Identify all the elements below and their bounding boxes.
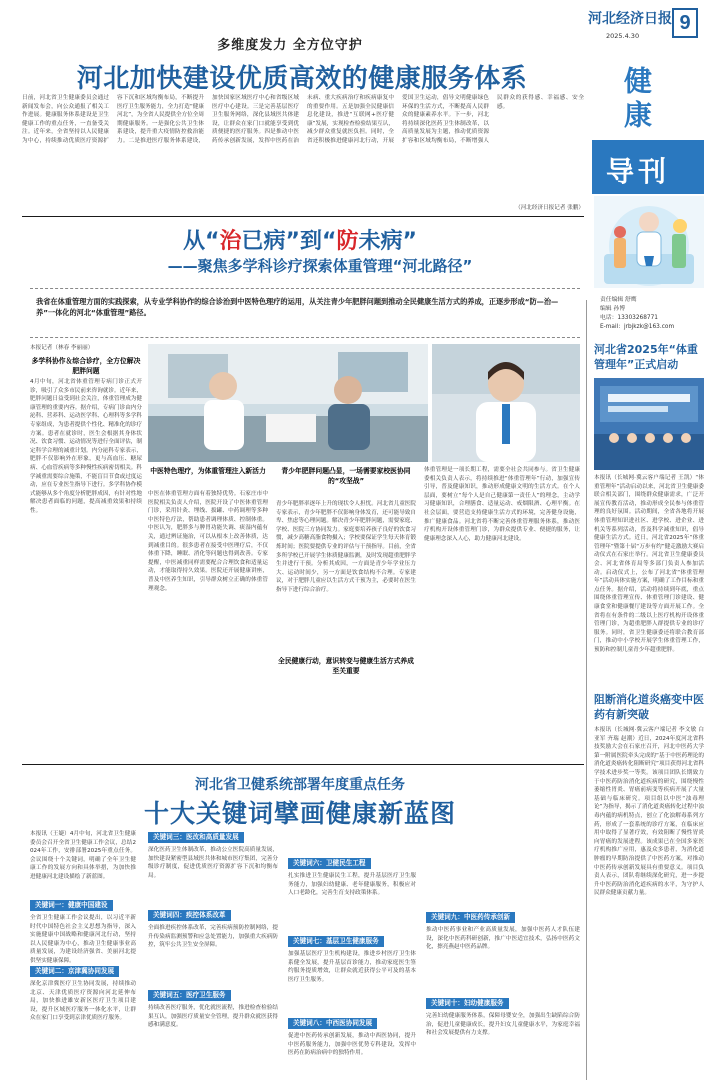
contact-phone: 电话：13303268771	[600, 315, 658, 321]
keyword-1: 关键词一：健康中国建设	[30, 900, 113, 911]
keyword-9: 关键词九：中医药传承创新	[426, 912, 515, 923]
article2-subhead-2: 中医特色理疗，为体重管理注入新活力	[150, 467, 266, 475]
keyword-9-body: 推动中医药事业和产业高质量发展，加强中医药人才队伍建设，深化中医药科研创新，推广中医适宜技术，弘扬中医药文化，擦亮燕赵中医药品牌。	[426, 927, 580, 951]
divider-middle	[22, 764, 584, 765]
keyword-4: 关键词四：疾控体系改革	[148, 910, 231, 921]
editor-role: 责任编辑	[600, 297, 624, 303]
section-title: 健康	[620, 66, 653, 134]
article2-col4: 体重管理是一项长期工程，需要全社会共同参与。省卫生健康委相关负责人表示，将持续推进“体重管理年”行动，加强宣传引导，普及健康知识，推动形成健康文明的生活方式。在个人层面，要树立“每个人是自己健康第一责任人”的理念，主动学习健康知识，合理膳食、适量运动、戒烟限酒、心理平衡。在社会层面，要营造支持健康生活方式的环境，完善健身设施，推广健康食品。河北省将不断完善体重管理服务体系，推动医疗机构开设体重管理门诊，为群众提供专业、便捷的服务，让健康理念深入人心，助力健康河北建设。	[424, 467, 580, 542]
guide-label: 导刊	[606, 155, 671, 188]
doctor-portrait-photo	[432, 344, 580, 462]
keyword-6: 关键词六：卫健民生工程	[288, 858, 371, 869]
editor-name: 舒鹰	[625, 297, 637, 303]
keyword-5: 关键词五：医疗卫生服务	[148, 990, 231, 1001]
kicker-part3: 未病”	[358, 229, 417, 254]
kicker-part1: 从“	[183, 229, 220, 254]
article1-kicker: 多维度发力 全方位守护	[217, 38, 363, 53]
article2-subhead-3: 青少年肥胖问题凸显，一场需要家校医协同的“攻坚战”	[281, 467, 411, 485]
article2-col2: 中医在体重管理方面有着独特优势。石家庄市中医院相关负责人介绍，医院开设了中医体重管理门诊，采用针灸、埋线、拔罐、中药调理等多种中医特色疗法，帮助患者调理体质、控制体重。中医认为，肥胖多与脾胃功能失调、痰湿内蕴有关，通过辨证施治，可以从根本上改善体质，达到减重目的。很多患者在接受中医理疗后，不仅体重下降，睡眠、消化等问题也得到改善。专家提醒，中医减重同样需要配合合理饮食和适量运动，才能取得持久效果。医院还开展健康讲座，普及中医养生知识，引导群众树立正确的体重管理观念。	[148, 491, 268, 592]
keyword-10: 关键词十：妇幼健康服务	[426, 998, 509, 1009]
editor2-role: 编辑	[600, 306, 612, 312]
article1-headline: 河北加快建设优质高效的健康服务体系	[76, 64, 528, 94]
article2-subtitle: ——聚焦多学科诊疗探索体重管理“河北路径”	[167, 257, 473, 275]
keyword-4-body: 全面推进疾控体系改革，完善疾病预防控制网络，提升传染病监测预警和应急处置能力，加强重大疾病防控，筑牢公共卫生安全屏障。	[148, 925, 278, 949]
editor2-name: 孙博	[613, 306, 626, 312]
article2-subhead-1: 多学科协作＆综合诊疗，全方位解决肥胖问题	[31, 357, 141, 375]
article4-headline: 阻断消化道炎癌变中医药有新突破	[594, 693, 704, 721]
keyword-5-body: 持续改善医疗服务，优化就医流程，推进检查检验结果互认，加强医疗质量安全管理，提升群众就医获得感和满意度。	[148, 1005, 278, 1029]
article3-headline: 河北省2025年“体重管理年”正式启动	[594, 343, 698, 371]
article1-body: 日前，河北省卫生健康委员会通过新闻发布会，向公众通报了相关工作进展。健康服务体系建设是卫生健康工作的重点任务，一直备受关注。近年来，全省坚持以人民健康为中心，持续推动优质医疗资源扩容下沉和区域均衡布局，不断提升医疗卫生服务能力，全力打造“健康河北”，为全省人民提供全方位全周期健康服务。一是强化公共卫生体系建设，提升重大疫情防控救治能力。二是推进医疗服务体系建设，加快国家区域医疗中心和省级区域医疗中心建设。三是完善基层医疗卫生服务网络，深化县域医共体建设，让群众在家门口就能享受到优质便捷的医疗服务。四是推动中医药传承创新发展，发挥中医药在治未病、重大疾病治疗和疾病康复中的重要作用。五是加强全民健康信息化建设，推进“互联网+医疗健康”发展，实现检查检验结果互认，减少群众重复就医负担。同时，全省还积极推进健康河北行动，开展爱国卫生运动，倡导文明健康绿色环保的生活方式，不断提高人民群众的健康素养水平。下一步，河北将持续深化医药卫生体制改革，以高质量发展为主题，推动优质资源扩容和区域均衡布局，不断增强人民群众的获得感、幸福感、安全感。	[22, 95, 584, 144]
article2-col1: 4月中旬，河北省体重管理专病门诊正式开诊，吸引了众多市民前来咨询就诊。近年来，肥胖问题日益受到社会关注，体重管理成为健康管理的重要内容。据介绍，专病门诊由内分泌科、营养科、运动医学科、心理科等多学科专家组成，为患者提供个性化、精准化的诊疗方案。患者在就诊时，医生会根据其身体状况、饮食习惯、运动情况等进行全面评估，制定科学合理的减重计划。内分泌科专家表示，肥胖不仅影响外在形象，更与高血压、糖尿病、心血管疾病等多种慢性疾病密切相关。科学减重需要综合施策，不能盲目节食或过度运动，应在专业医生指导下进行。多学科协作模式能够从多个角度分析肥胖成因，有针对性地解决患者面临的问题，提高减重效果和持续性。	[30, 379, 142, 514]
article2-kicker	[80, 224, 520, 255]
doctor-consult-photo	[148, 344, 428, 462]
page-number-box	[672, 8, 698, 38]
keyword-8: 关键词八：中西医协同发展	[288, 1018, 377, 1029]
paper-name: 河北经济日报	[588, 12, 672, 27]
article5-lead: 本报讯（王婕）4月中旬，河北省卫生健康委员会召开全省卫生健康工作会议，总结2024年工作，安排部署2025年重点任务。会议围绕十个关键词，明确了全年卫生健康工作的发展方向和具体举措，为加快推进健康河北建设描绘了新蓝图。	[30, 831, 136, 880]
kicker-red1: 治	[219, 229, 242, 254]
article3-body: 本报讯（长城网·冀云客户端记者 王凯）“体重管理年”活动启动以来，河北省卫生健康委联合相关部门，围绕群众健康需求，广泛开展宣传教育活动，推动形成全民参与体重管理的良好氛围。活动期间，全省各地将开展体重管理知识进社区、进学校、进企业、进机关等系列活动，普及科学减重知识，倡导健康生活方式。近日，河北省2025年“体重管理年”暨第十届“万步有约”健走激励大赛启动仪式在石家庄举行。河北省卫生健康委员会、河北省体育局等多部门负责人参加活动。启动仪式上，公布了河北省“体重管理年”活动具体实施方案，明确了工作目标和重点任务。据介绍，活动将持续到年底，重点围绕体重管理宣传、体重管理门诊建设、健康食堂和健康餐厅建设等方面开展工作。全省将在有条件的二级以上医疗机构开设体重管理门诊，为超重肥胖人群提供专业的诊疗服务。同时，省卫生健康委还将联合教育部门，推动中小学校开展学生体重管理工作，预防和控制儿童青少年超重肥胖。	[594, 475, 704, 653]
keyword-8-body: 促进中医药传承创新发展，推动中西医协同，提升中医药服务能力，加强中医优势专科建设，发挥中医药在防病治病中的独特作用。	[288, 1033, 416, 1057]
issue-date: 2025.4.30	[606, 32, 640, 40]
article1-byline: （河北经济日报记者 张鹏）	[515, 205, 584, 211]
article2-col3: 青少年肥胖率逐年上升的现状令人担忧。河北省儿童医院专家表示，青少年肥胖不仅影响身体发育，还可能导致自卑、焦虑等心理问题。解决青少年肥胖问题，需要家庭、学校、医院三方协同发力。家庭要培养孩子良好的饮食习惯，减少高糖高脂食物摄入；学校要保证学生每天体育锻炼时间；医院要提供专业的评估与干预指导。目前，全省多所学校已开展学生体质健康监测，及时发现超重肥胖学生并进行干预。分析其成因，一方面是青少年学业压力大、运动时间少，另一方面是饮食结构不合理。专家建议，对于肥胖儿童应以生活方式干预为主，必要时在医生指导下进行综合治疗。	[276, 501, 416, 593]
keyword-2: 关键词二：京津冀协同发展	[30, 966, 119, 977]
article5-kicker: 河北省卫健系统部署年度重点任务	[195, 777, 405, 793]
article2-lead: 我省在体重管理方面的实践探索，从专业学科协作的综合诊治到中医特色理疗的运用，从关注青少年肥胖问题到推动全民健康生活方式的养成，正逐步形成“防—治—养”一体化的河北“体重管理”路径。	[36, 297, 559, 317]
kicker-red2: 防	[336, 229, 359, 254]
article2-subhead-4: 全民健康行动，意识转变与健康生活方式养成至关重要	[278, 657, 414, 675]
campaign-photo	[594, 378, 704, 470]
guide-illustration	[594, 196, 704, 288]
contact-email: E-mail：jrbjkzk@163.com	[600, 324, 675, 330]
editor-info	[600, 296, 704, 332]
keyword-2-body: 深化京津冀医疗卫生协同发展，持续推动北京、天津优质医疗资源向河北延伸布局，加快推进雄安新区医疗卫生项目建设，提升区域医疗服务一体化水平，让群众在家门口享受到京津优质医疗服务。	[30, 981, 136, 1022]
article5-headline: 十大关键词擘画健康新蓝图	[143, 799, 456, 828]
divider-top	[22, 216, 584, 217]
kicker-part2: 已病”到“	[241, 229, 337, 254]
keyword-3-body: 深化医药卫生体制改革，推动公立医院高质量发展，加快建设紧密型县域医共体和城市医疗集团，完善分级诊疗制度，促进优质医疗资源扩容下沉和均衡布局。	[148, 847, 278, 879]
article4-body: 本报讯（长城网·冀云客户端记者 李文敏 白亚军 齐瑞 赵潮）近日，2024年度河北省科技奖励大会在石家庄召开，河北中医药大学第一附属医院牵头完成的“基于中医药理论的消化道炎癌转化阻断研究”项目获得河北省科学技术进步奖一等奖。该项目团队长期致力于中医药防治消化道疾病的研究，围绕慢性萎缩性胃炎、胃癌前病变等疾病开展了大量基础与临床研究。项目组以中医“浊毒理论”为指导，揭示了消化道炎癌转化过程中浊毒内蕴的病机特点，创立了化浊解毒系列方药，形成了一套系统的诊疗方案，在临床应用中取得了显著疗效，有效阻断了慢性胃炎向胃癌的发展进程。该成果已在全国多家医疗机构推广应用，惠及众多患者，为消化道肿瘤的早期防治提供了中医药方案，对推动中医药传承创新发展具有重要意义。项目负责人表示，团队将继续深化研究，进一步提升中医药防治消化道疾病的水平，为守护人民群众健康贡献力量。	[594, 727, 704, 897]
page-number: 9	[679, 11, 691, 34]
keyword-10-body: 完善妇幼健康服务体系，保障母婴安全，加强出生缺陷综合防治，促进儿童健康成长，提升妇女儿童健康水平，为家庭幸福和社会发展提供有力支撑。	[426, 1013, 580, 1037]
keyword-6-body: 扎实推进卫生健康民生工程，提升基层医疗卫生服务能力，加强妇幼健康、老年健康服务，积极应对人口老龄化，完善生育支持政策体系。	[288, 873, 416, 897]
article2-byline: 本报记者（林春 李丽丽）	[30, 345, 94, 351]
keyword-7-body: 加强基层医疗卫生机构建设，推进乡村医疗卫生体系健全发展，提升基层首诊能力，推动家庭医生签约服务提质增效，让群众就近获得公平可及的基本医疗卫生服务。	[288, 951, 416, 983]
masthead	[588, 8, 700, 52]
divider-vertical	[586, 300, 587, 1080]
keyword-1-body: 全省卫生健康工作会议提出，以习近平新时代中国特色社会主义思想为指导，深入实施健康中国战略和健康河北行动，坚持以人民健康为中心，推动卫生健康事业高质量发展，为建设经济强省、美丽河北提供坚实健康保障。	[30, 915, 136, 964]
keyword-7: 关键词七：基层卫生健康服务	[288, 936, 384, 947]
keyword-3: 关键词三：医改和高质量发展	[148, 832, 244, 843]
